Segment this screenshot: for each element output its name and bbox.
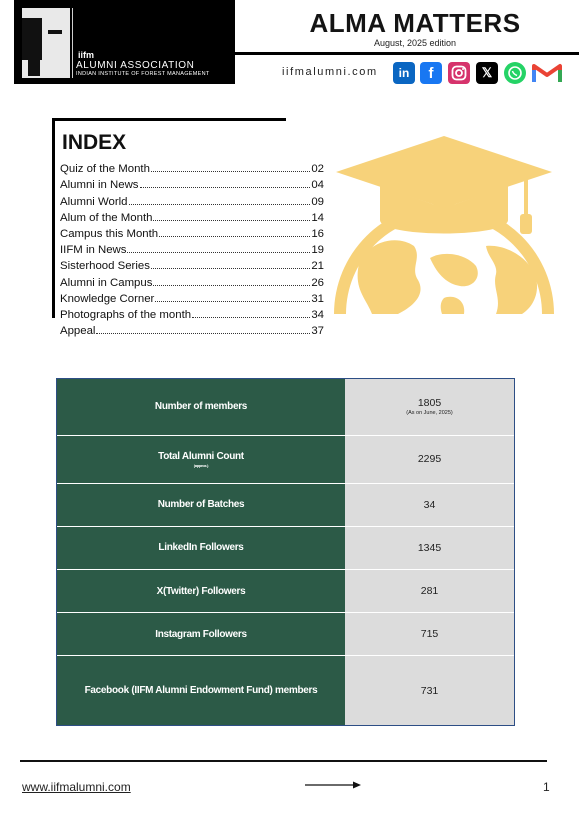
footer-website-link[interactable]: www.iifmalumni.com bbox=[22, 780, 131, 794]
stat-value: 1805 (As on June, 2025) bbox=[345, 379, 514, 435]
graduation-globe-illustration bbox=[326, 128, 556, 316]
header-divider bbox=[235, 52, 579, 55]
table-row bbox=[57, 656, 514, 725]
table-row bbox=[57, 570, 514, 613]
index-title: INDEX bbox=[62, 131, 127, 154]
gmail-icon[interactable] bbox=[532, 62, 562, 84]
index-frame-left bbox=[52, 118, 55, 318]
page-number: 1 bbox=[543, 780, 550, 794]
stat-value: 281 bbox=[345, 570, 514, 613]
index-item[interactable]: Alumni in Campus 26 bbox=[60, 276, 324, 289]
index-item[interactable]: Campus this Month 16 bbox=[60, 227, 324, 240]
stat-value: 2295 bbox=[345, 435, 514, 483]
x-icon[interactable]: 𝕏 bbox=[476, 62, 498, 84]
whatsapp-icon[interactable] bbox=[504, 62, 526, 84]
stat-value: 715 bbox=[345, 613, 514, 656]
table-row bbox=[57, 613, 514, 656]
stats-table bbox=[56, 378, 515, 726]
stat-label: Facebook (IIFM Alumni Endowment Fund) members bbox=[57, 656, 345, 725]
table-row bbox=[57, 483, 514, 526]
logo-mark: iifm bbox=[78, 50, 95, 60]
stat-label: Number of Batches bbox=[57, 483, 345, 526]
stat-label: Total Alumni Count (approx.) bbox=[57, 435, 345, 483]
index-item[interactable]: IIFM in News 19 bbox=[60, 244, 324, 257]
index-item[interactable]: Alumni World 09 bbox=[60, 195, 324, 208]
index-item[interactable]: Sisterhood Series 21 bbox=[60, 260, 324, 273]
edition-label: August, 2025 edition bbox=[373, 38, 457, 48]
logo-association-name: ALUMNI ASSOCIATION bbox=[76, 60, 195, 71]
logo-photo bbox=[22, 8, 70, 78]
stat-label: X(Twitter) Followers bbox=[57, 570, 345, 613]
stat-label: LinkedIn Followers bbox=[57, 526, 345, 569]
table-row bbox=[57, 526, 514, 569]
linkedin-icon[interactable]: in bbox=[393, 62, 415, 84]
index-item[interactable]: Alum of the Month 14 bbox=[60, 211, 324, 224]
instagram-icon[interactable] bbox=[448, 62, 470, 84]
magazine-title: ALMA MATTERS bbox=[309, 8, 521, 38]
logo-institute-name: INDIAN INSTITUTE OF FOREST MANAGEMENT bbox=[76, 71, 210, 77]
index-frame-top bbox=[52, 118, 286, 121]
index-item[interactable]: Knowledge Corner 31 bbox=[60, 292, 324, 305]
footer-divider bbox=[20, 760, 547, 762]
logo-divider bbox=[72, 8, 73, 78]
index-item[interactable]: Appeal 37 bbox=[60, 325, 324, 338]
stat-label: Instagram Followers bbox=[57, 613, 345, 656]
stat-value: 34 bbox=[345, 483, 514, 526]
index-item[interactable]: Quiz of the Month 02 bbox=[60, 163, 324, 176]
website-link[interactable]: iifmalumni.com bbox=[282, 66, 378, 78]
arrow-right-icon bbox=[305, 778, 361, 792]
table-row bbox=[57, 435, 514, 483]
stat-label: Number of members bbox=[57, 379, 345, 435]
stat-value: 1345 bbox=[345, 526, 514, 569]
index-item[interactable]: Alumni in News 04 bbox=[60, 179, 324, 192]
index-item[interactable]: Photographs of the month 34 bbox=[60, 308, 324, 321]
index-list bbox=[60, 159, 324, 337]
table-row bbox=[57, 379, 514, 435]
facebook-icon[interactable]: f bbox=[420, 62, 442, 84]
stat-value: 731 bbox=[345, 656, 514, 725]
